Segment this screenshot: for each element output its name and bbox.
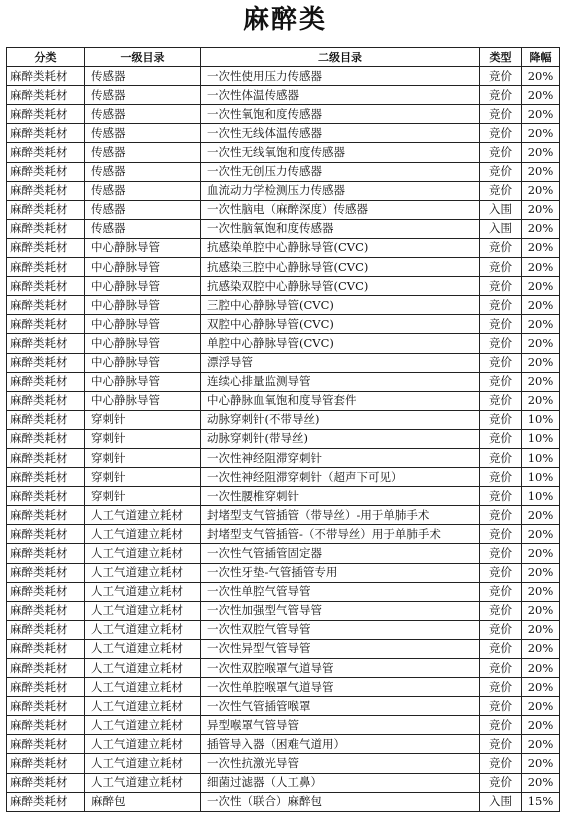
reduction-cell: 20% (522, 315, 560, 334)
level2-cell: 一次性气管插管固定器 (201, 544, 480, 563)
level2-cell: 一次性牙垫-气管插管专用 (201, 563, 480, 582)
table-row (7, 639, 560, 658)
type-cell: 竞价 (480, 67, 522, 86)
table-row (7, 582, 560, 601)
type-cell: 竞价 (480, 391, 522, 410)
type-cell: 竞价 (480, 372, 522, 391)
table-row (7, 487, 560, 506)
table-row (7, 219, 560, 238)
reduction-cell: 20% (522, 258, 560, 277)
category-cell: 麻醉类耗材 (7, 219, 85, 238)
type-cell: 竞价 (480, 238, 522, 257)
table-row (7, 143, 560, 162)
type-cell: 竞价 (480, 620, 522, 639)
type-cell: 竞价 (480, 429, 522, 448)
type-cell: 竞价 (480, 353, 522, 372)
type-cell: 竞价 (480, 773, 522, 792)
category-cell: 麻醉类耗材 (7, 181, 85, 200)
reduction-cell: 20% (522, 86, 560, 105)
level2-cell: 异型喉罩气管导管 (201, 716, 480, 735)
level1-cell: 人工气道建立耗材 (85, 506, 201, 525)
table-row (7, 200, 560, 219)
level1-cell: 人工气道建立耗材 (85, 697, 201, 716)
level1-cell: 传感器 (85, 86, 201, 105)
type-cell: 竞价 (480, 181, 522, 200)
category-cell: 麻醉类耗材 (7, 277, 85, 296)
category-cell: 麻醉类耗材 (7, 697, 85, 716)
type-cell: 竞价 (480, 296, 522, 315)
table-row (7, 86, 560, 105)
type-cell: 竞价 (480, 124, 522, 143)
level2-cell: 一次性神经阻滞穿刺针 (201, 448, 480, 467)
level2-cell: 中心静脉血氧饱和度导管套件 (201, 391, 480, 410)
catalog-table (6, 47, 560, 812)
level2-cell: 一次性无线氧饱和度传感器 (201, 143, 480, 162)
table-row (7, 334, 560, 353)
table-row (7, 67, 560, 86)
type-cell: 竞价 (480, 258, 522, 277)
level1-cell: 中心静脉导管 (85, 353, 201, 372)
table-row (7, 754, 560, 773)
category-cell: 麻醉类耗材 (7, 315, 85, 334)
category-cell: 麻醉类耗材 (7, 487, 85, 506)
level2-cell: 细菌过滤器（人工鼻） (201, 773, 480, 792)
reduction-cell: 20% (522, 181, 560, 200)
reduction-cell: 20% (522, 506, 560, 525)
level1-cell: 人工气道建立耗材 (85, 620, 201, 639)
reduction-cell: 10% (522, 448, 560, 467)
category-cell: 麻醉类耗材 (7, 601, 85, 620)
table-row (7, 525, 560, 544)
level2-cell: 一次性脑电（麻醉深度）传感器 (201, 200, 480, 219)
table-row (7, 277, 560, 296)
table-row (7, 620, 560, 639)
table-row (7, 105, 560, 124)
level1-cell: 中心静脉导管 (85, 296, 201, 315)
level2-cell: 封堵型支气管插管-（不带导丝）用于单肺手术 (201, 525, 480, 544)
type-cell: 竞价 (480, 277, 522, 296)
reduction-cell: 10% (522, 487, 560, 506)
table-row (7, 391, 560, 410)
level1-cell: 人工气道建立耗材 (85, 639, 201, 658)
category-cell: 麻醉类耗材 (7, 773, 85, 792)
level2-cell: 一次性气管插管喉罩 (201, 697, 480, 716)
level2-cell: 动脉穿刺针(带导丝) (201, 429, 480, 448)
type-cell: 竞价 (480, 563, 522, 582)
level1-cell: 穿刺针 (85, 410, 201, 429)
type-cell: 竞价 (480, 525, 522, 544)
table-row (7, 429, 560, 448)
reduction-cell: 20% (522, 697, 560, 716)
level2-cell: 一次性双腔喉罩气道导管 (201, 659, 480, 678)
table-row (7, 563, 560, 582)
level1-cell: 中心静脉导管 (85, 334, 201, 353)
category-cell: 麻醉类耗材 (7, 754, 85, 773)
header-level1: 一级目录 (85, 48, 201, 67)
category-cell: 麻醉类耗材 (7, 258, 85, 277)
level2-cell: 漂浮导管 (201, 353, 480, 372)
type-cell: 竞价 (480, 639, 522, 658)
type-cell: 竞价 (480, 754, 522, 773)
type-cell: 竞价 (480, 506, 522, 525)
level2-cell: 三腔中心静脉导管(CVC) (201, 296, 480, 315)
reduction-cell: 20% (522, 219, 560, 238)
reduction-cell: 15% (522, 792, 560, 811)
reduction-cell: 20% (522, 582, 560, 601)
reduction-cell: 20% (522, 277, 560, 296)
level1-cell: 穿刺针 (85, 468, 201, 487)
type-cell: 竞价 (480, 582, 522, 601)
table-row (7, 162, 560, 181)
level2-cell: 抗感染单腔中心静脉导管(CVC) (201, 238, 480, 257)
level2-cell: 一次性氧饱和度传感器 (201, 105, 480, 124)
level1-cell: 麻醉包 (85, 792, 201, 811)
level2-cell: 连续心排量监测导管 (201, 372, 480, 391)
type-cell: 竞价 (480, 716, 522, 735)
level1-cell: 传感器 (85, 219, 201, 238)
category-cell: 麻醉类耗材 (7, 582, 85, 601)
header-type: 类型 (480, 48, 522, 67)
level2-cell: 一次性单腔喉罩气道导管 (201, 678, 480, 697)
reduction-cell: 20% (522, 544, 560, 563)
category-cell: 麻醉类耗材 (7, 716, 85, 735)
type-cell: 竞价 (480, 143, 522, 162)
category-cell: 麻醉类耗材 (7, 735, 85, 754)
type-cell: 竞价 (480, 735, 522, 754)
level1-cell: 传感器 (85, 124, 201, 143)
reduction-cell: 20% (522, 735, 560, 754)
reduction-cell: 20% (522, 238, 560, 257)
type-cell: 竞价 (480, 86, 522, 105)
level2-cell: 血流动力学检测压力传感器 (201, 181, 480, 200)
table-row (7, 716, 560, 735)
table-row (7, 353, 560, 372)
type-cell: 入围 (480, 219, 522, 238)
level1-cell: 穿刺针 (85, 448, 201, 467)
category-cell: 麻醉类耗材 (7, 525, 85, 544)
category-cell: 麻醉类耗材 (7, 200, 85, 219)
type-cell: 竞价 (480, 659, 522, 678)
category-cell: 麻醉类耗材 (7, 86, 85, 105)
type-cell: 竞价 (480, 678, 522, 697)
reduction-cell: 20% (522, 162, 560, 181)
category-cell: 麻醉类耗材 (7, 391, 85, 410)
type-cell: 竞价 (480, 697, 522, 716)
reduction-cell: 20% (522, 716, 560, 735)
level1-cell: 人工气道建立耗材 (85, 525, 201, 544)
type-cell: 竞价 (480, 334, 522, 353)
level1-cell: 传感器 (85, 105, 201, 124)
type-cell: 竞价 (480, 487, 522, 506)
reduction-cell: 20% (522, 67, 560, 86)
category-cell: 麻醉类耗材 (7, 334, 85, 353)
level1-cell: 人工气道建立耗材 (85, 735, 201, 754)
level1-cell: 传感器 (85, 67, 201, 86)
reduction-cell: 10% (522, 468, 560, 487)
category-cell: 麻醉类耗材 (7, 124, 85, 143)
level2-cell: 一次性无线体温传感器 (201, 124, 480, 143)
category-cell: 麻醉类耗材 (7, 448, 85, 467)
table-body (7, 67, 560, 812)
table-row (7, 773, 560, 792)
reduction-cell: 20% (522, 124, 560, 143)
level1-cell: 穿刺针 (85, 429, 201, 448)
level2-cell: 一次性腰椎穿刺针 (201, 487, 480, 506)
reduction-cell: 20% (522, 105, 560, 124)
type-cell: 竞价 (480, 105, 522, 124)
type-cell: 竞价 (480, 468, 522, 487)
level1-cell: 人工气道建立耗材 (85, 659, 201, 678)
level2-cell: 一次性异型气管导管 (201, 639, 480, 658)
category-cell: 麻醉类耗材 (7, 639, 85, 658)
level1-cell: 人工气道建立耗材 (85, 563, 201, 582)
type-cell: 竞价 (480, 544, 522, 563)
table-row (7, 544, 560, 563)
level1-cell: 人工气道建立耗材 (85, 678, 201, 697)
level2-cell: 单腔中心静脉导管(CVC) (201, 334, 480, 353)
table-row (7, 678, 560, 697)
category-cell: 麻醉类耗材 (7, 105, 85, 124)
level2-cell: 一次性单腔气管导管 (201, 582, 480, 601)
reduction-cell: 20% (522, 391, 560, 410)
level1-cell: 传感器 (85, 181, 201, 200)
table-row (7, 258, 560, 277)
table-header-row (7, 48, 560, 67)
table-row (7, 506, 560, 525)
reduction-cell: 20% (522, 678, 560, 697)
table-row (7, 468, 560, 487)
level1-cell: 传感器 (85, 143, 201, 162)
type-cell: 竞价 (480, 315, 522, 334)
table-row (7, 448, 560, 467)
level1-cell: 中心静脉导管 (85, 315, 201, 334)
reduction-cell: 10% (522, 429, 560, 448)
reduction-cell: 20% (522, 659, 560, 678)
level2-cell: 封堵型支气管插管（带导丝）-用于单肺手术 (201, 506, 480, 525)
category-cell: 麻醉类耗材 (7, 506, 85, 525)
reduction-cell: 10% (522, 410, 560, 429)
level2-cell: 一次性体温传感器 (201, 86, 480, 105)
reduction-cell: 20% (522, 754, 560, 773)
category-cell: 麻醉类耗材 (7, 67, 85, 86)
level2-cell: 一次性双腔气管导管 (201, 620, 480, 639)
level1-cell: 传感器 (85, 162, 201, 181)
category-cell: 麻醉类耗材 (7, 468, 85, 487)
level2-cell: 抗感染双腔中心静脉导管(CVC) (201, 277, 480, 296)
reduction-cell: 20% (522, 353, 560, 372)
reduction-cell: 20% (522, 200, 560, 219)
category-cell: 麻醉类耗材 (7, 410, 85, 429)
category-cell: 麻醉类耗材 (7, 238, 85, 257)
table-row (7, 697, 560, 716)
category-cell: 麻醉类耗材 (7, 620, 85, 639)
level2-cell: 一次性使用压力传感器 (201, 67, 480, 86)
level1-cell: 人工气道建立耗材 (85, 582, 201, 601)
table-row (7, 315, 560, 334)
category-cell: 麻醉类耗材 (7, 678, 85, 697)
category-cell: 麻醉类耗材 (7, 296, 85, 315)
level1-cell: 人工气道建立耗材 (85, 716, 201, 735)
type-cell: 竞价 (480, 601, 522, 620)
category-cell: 麻醉类耗材 (7, 429, 85, 448)
table-row (7, 735, 560, 754)
table-row (7, 410, 560, 429)
category-cell: 麻醉类耗材 (7, 659, 85, 678)
level2-cell: 动脉穿刺针(不带导丝) (201, 410, 480, 429)
table-row (7, 372, 560, 391)
level2-cell: 一次性无创压力传感器 (201, 162, 480, 181)
level1-cell: 中心静脉导管 (85, 258, 201, 277)
level1-cell: 人工气道建立耗材 (85, 601, 201, 620)
level1-cell: 穿刺针 (85, 487, 201, 506)
header-level2: 二级目录 (201, 48, 480, 67)
level2-cell: 双腔中心静脉导管(CVC) (201, 315, 480, 334)
table-row (7, 124, 560, 143)
reduction-cell: 20% (522, 563, 560, 582)
reduction-cell: 20% (522, 372, 560, 391)
category-cell: 麻醉类耗材 (7, 544, 85, 563)
level2-cell: 一次性抗激光导管 (201, 754, 480, 773)
level1-cell: 中心静脉导管 (85, 372, 201, 391)
page-title: 麻醉类 (242, 5, 327, 35)
table-row (7, 601, 560, 620)
level2-cell: 插管导入器（困难气道用） (201, 735, 480, 754)
reduction-cell: 20% (522, 143, 560, 162)
level1-cell: 人工气道建立耗材 (85, 754, 201, 773)
table-row (7, 792, 560, 811)
type-cell: 入围 (480, 792, 522, 811)
category-cell: 麻醉类耗材 (7, 143, 85, 162)
reduction-cell: 20% (522, 525, 560, 544)
category-cell: 麻醉类耗材 (7, 353, 85, 372)
level2-cell: 一次性加强型气管导管 (201, 601, 480, 620)
type-cell: 竞价 (480, 410, 522, 429)
table-row (7, 296, 560, 315)
reduction-cell: 20% (522, 620, 560, 639)
level1-cell: 中心静脉导管 (85, 238, 201, 257)
level2-cell: 一次性（联合）麻醉包 (201, 792, 480, 811)
level2-cell: 一次性脑氧饱和度传感器 (201, 219, 480, 238)
type-cell: 竞价 (480, 448, 522, 467)
table-row (7, 659, 560, 678)
category-cell: 麻醉类耗材 (7, 372, 85, 391)
level2-cell: 抗感染三腔中心静脉导管(CVC) (201, 258, 480, 277)
level2-cell: 一次性神经阻滞穿刺针（超声下可见） (201, 468, 480, 487)
table-row (7, 181, 560, 200)
reduction-cell: 20% (522, 334, 560, 353)
level1-cell: 中心静脉导管 (85, 277, 201, 296)
reduction-cell: 20% (522, 601, 560, 620)
type-cell: 竞价 (480, 162, 522, 181)
level1-cell: 传感器 (85, 200, 201, 219)
type-cell: 入围 (480, 200, 522, 219)
header-reduction: 降幅 (522, 48, 560, 67)
category-cell: 麻醉类耗材 (7, 563, 85, 582)
reduction-cell: 20% (522, 773, 560, 792)
category-cell: 麻醉类耗材 (7, 162, 85, 181)
level1-cell: 人工气道建立耗材 (85, 773, 201, 792)
reduction-cell: 20% (522, 296, 560, 315)
table-row (7, 238, 560, 257)
reduction-cell: 20% (522, 639, 560, 658)
level1-cell: 人工气道建立耗材 (85, 544, 201, 563)
category-cell: 麻醉类耗材 (7, 792, 85, 811)
level1-cell: 中心静脉导管 (85, 391, 201, 410)
header-category: 分类 (7, 48, 85, 67)
